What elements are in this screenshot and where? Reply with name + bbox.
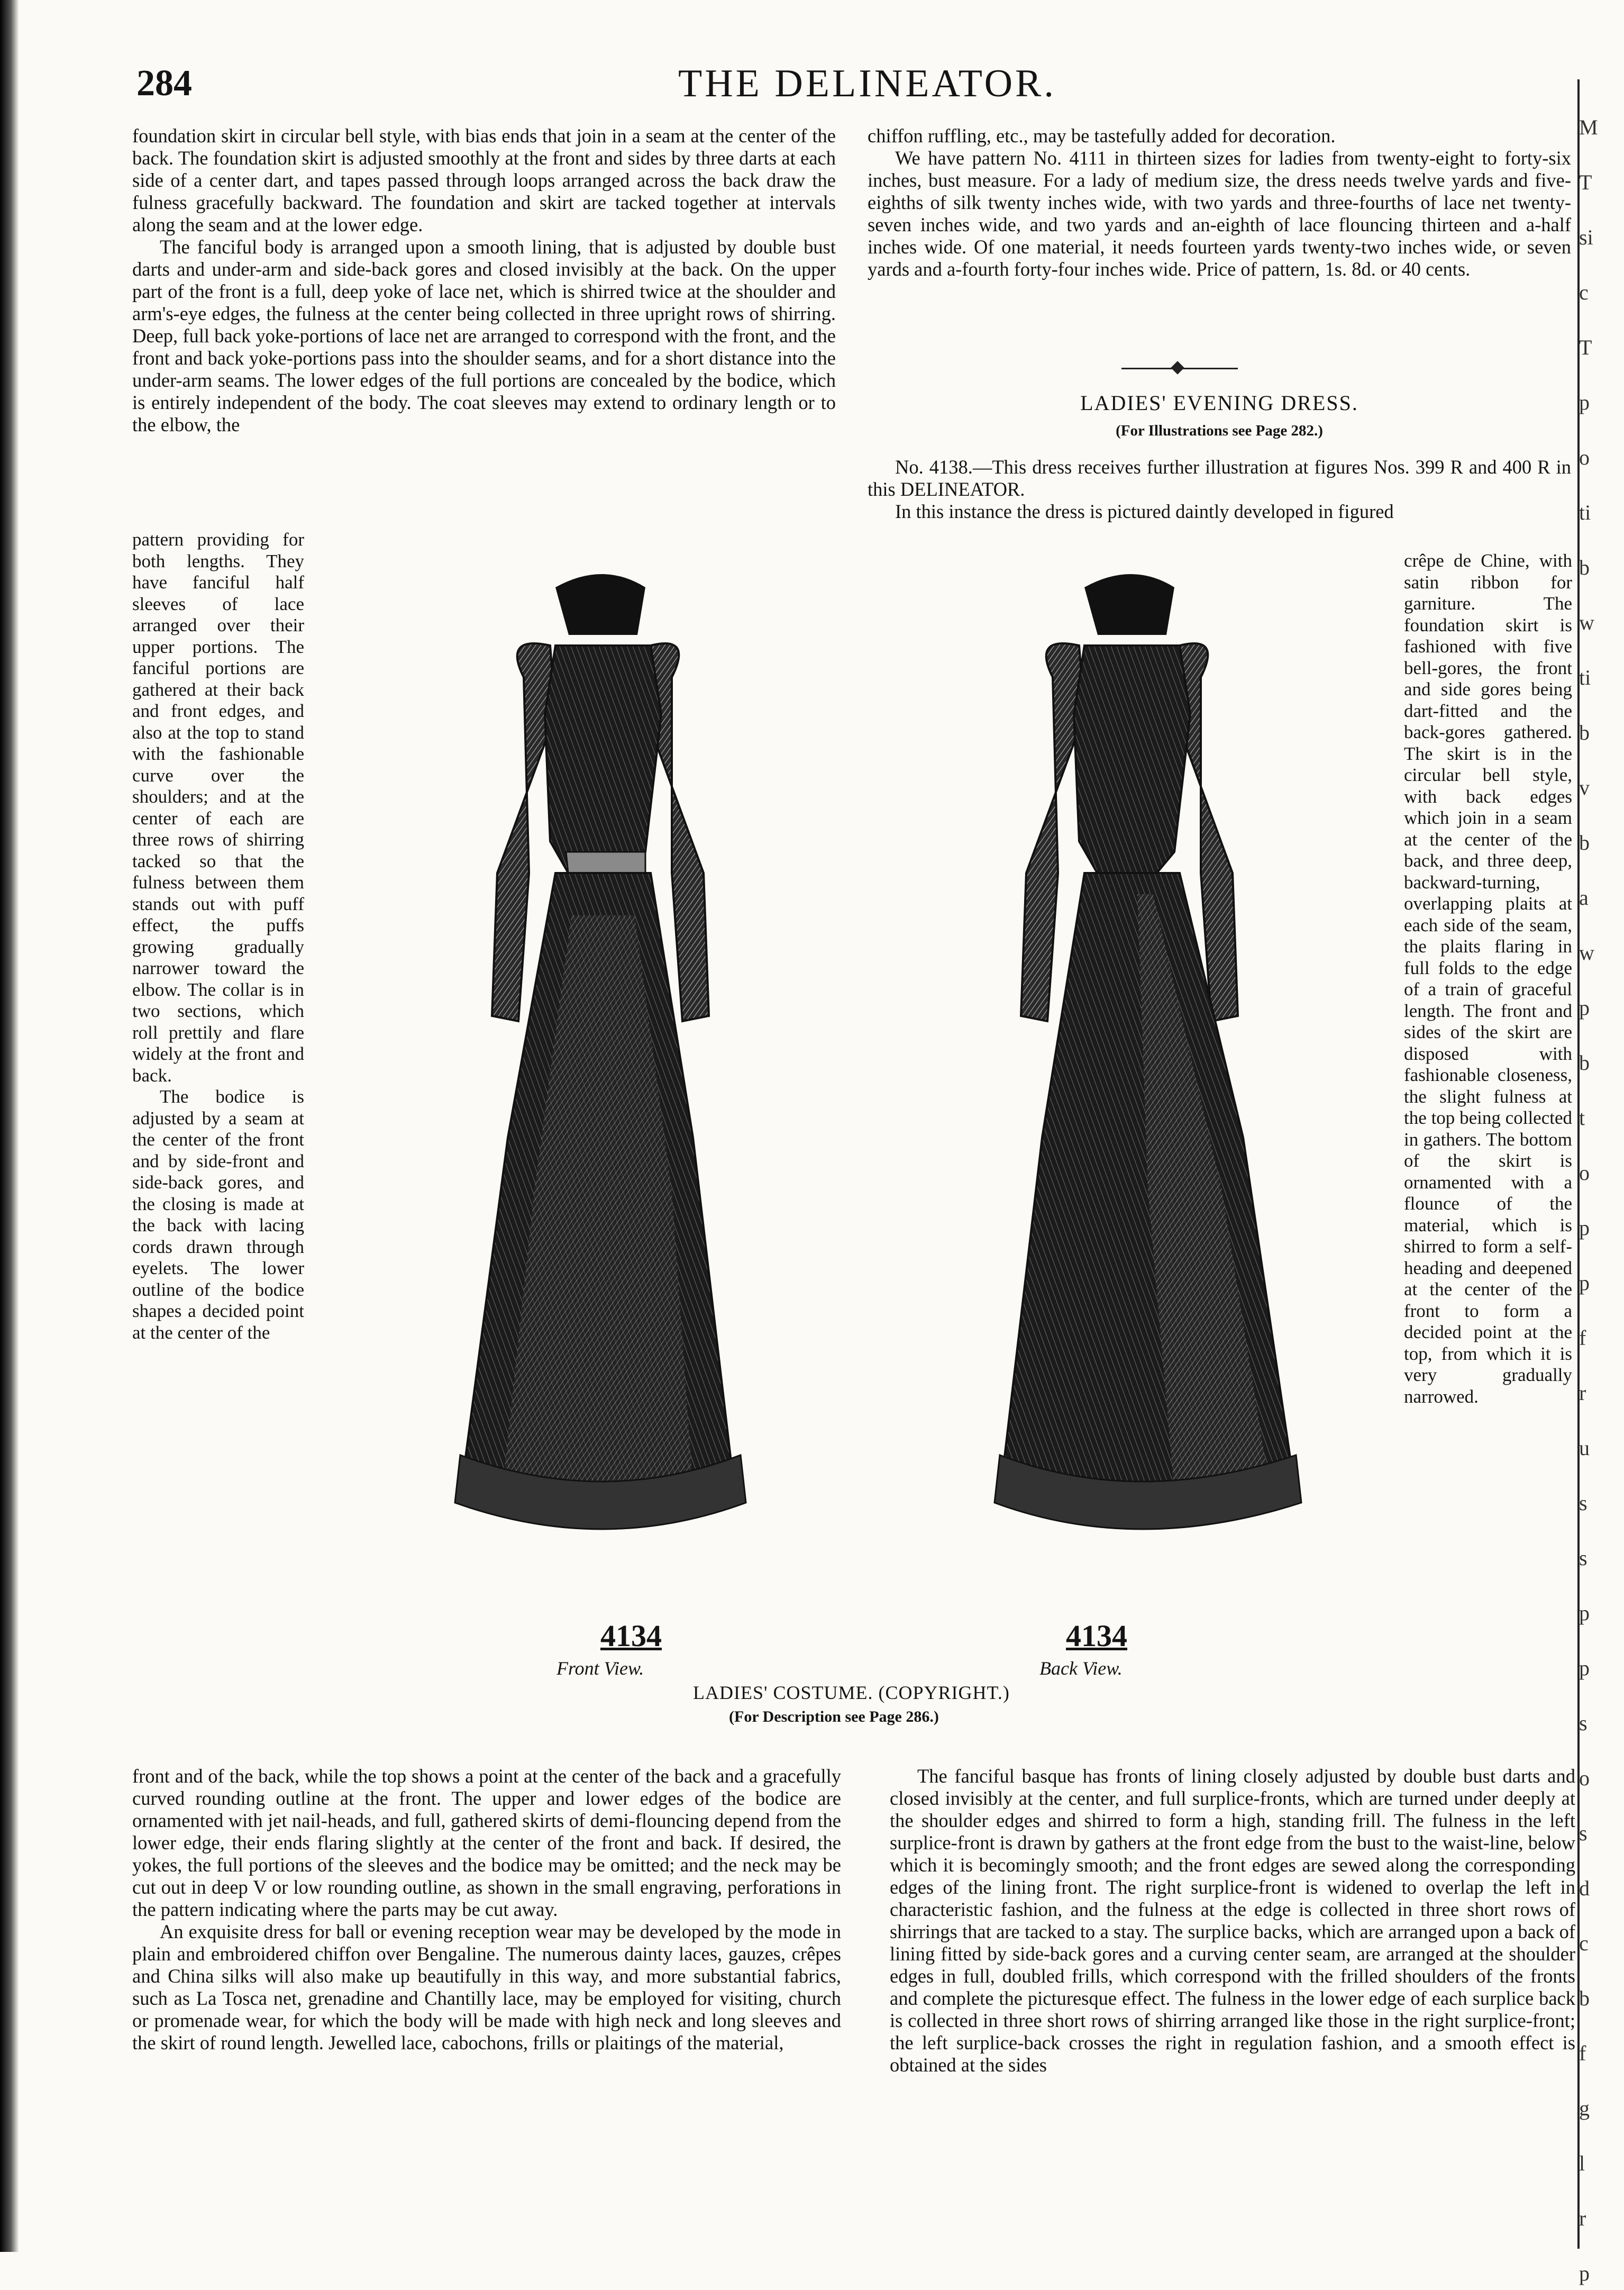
figure-label-front: Front View.	[556, 1658, 644, 1679]
edge-fragment: p	[1579, 996, 1590, 1020]
costume-illustration	[391, 556, 1397, 1609]
edge-fragment: s	[1579, 1546, 1587, 1570]
article-title: LADIES' EVENING DRESS.	[1080, 391, 1358, 415]
edge-fragment: w	[1579, 941, 1594, 965]
edge-fragment: v	[1579, 776, 1590, 799]
paragraph: foundation skirt in circular bell style, with bias ends that join in a seam at the center of the back. The foundation skirt is adjusted smoothly at the front and sides by three darts at each side of a center dart, and tapes passed through loops arranged across the back draw the fulness gracefully backward. The foundation and skirt are tacked together at intervals along the seam and at the lower edge.	[132, 125, 836, 235]
edge-fragment: l	[1579, 2151, 1585, 2175]
edge-fragment: si	[1579, 225, 1593, 249]
edge-fragment: o	[1579, 1766, 1590, 1790]
edge-fragment: p	[1579, 1271, 1590, 1295]
figure-description-reference: (For Description see Page 286.)	[729, 1708, 939, 1725]
left-narrow-column	[132, 529, 304, 1767]
edge-fragment: u	[1579, 1436, 1590, 1460]
edge-fragment: g	[1579, 2096, 1590, 2120]
edge-fragment: b	[1579, 1051, 1590, 1075]
edge-fragment: w	[1579, 611, 1594, 634]
edge-fragment: ti	[1579, 501, 1591, 524]
article-illustration-reference: (For Illustrations see Page 282.)	[1116, 422, 1323, 439]
edge-fragment: p	[1579, 390, 1590, 414]
edge-fragment: T	[1579, 170, 1592, 194]
right-column-top	[868, 125, 1571, 347]
edge-fragment: T	[1579, 335, 1592, 359]
edge-fragment: b	[1579, 1986, 1590, 2010]
paragraph: We have pattern No. 4111 in thirteen sizes for ladies from twenty-eight to forty-six inches, bust measure. For a lady of medium size, the dress needs twelve yards and five-eighths of silk twenty inches wide, with two yards and three-fourths of lace net twenty-seven inches wide, and two yards and an-eighth of lace flouncing thirteen and a-half inches wide. Of one material, it needs fourteen yards twenty-two inches wide, or seven yards and a-fourth forty-four inches wide. Price of pattern, 1s. 8d. or 40 cents.	[868, 147, 1571, 280]
page-number: 284	[136, 63, 192, 104]
figure-label-back: Back View.	[1039, 1658, 1123, 1679]
divider-diamond-ornament	[1171, 361, 1184, 374]
edge-fragment: f	[1579, 1326, 1586, 1350]
paragraph: The fanciful body is arranged upon a smooth lining, that is adjusted by double bust darts and under-arm and side-back gores and closed invisibly at the back. On the upper part of the front is a full, deep yoke of lace net, which is shirred twice at the shoulder and arm's-eye edges, the fulness at the center being collected in three upright rows of shirring. Deep, full back yoke-portions of lace net are arranged to correspond with the front, and the front and back yoke-portions pass into the shoulder seams, and for a short distance into the under-arm seams. The lower edges of the full portions are concealed by the bodice, which is entirely independent of the body. The coat sleeves may extend to ordinary length or to the elbow, the	[132, 236, 836, 435]
edge-fragment: s	[1579, 1491, 1587, 1515]
right-column-bottom	[890, 1765, 1575, 2178]
figure-number-back: 4134	[1066, 1619, 1127, 1653]
paragraph: In this instance the dress is pictured daintly developed in figured	[895, 501, 1394, 522]
edge-fragment: p	[1579, 2261, 1590, 2285]
edge-fragment: f	[1579, 2041, 1586, 2065]
adjacent-page-edge	[1579, 0, 1624, 2285]
edge-fragment: c	[1579, 1931, 1589, 1955]
paragraph: pattern providing for both lengths. They have fanciful half sleeves of lace arranged over their upper portions. The fanciful portions are gathered at their back and front edges, and also at the top to stand with the fashionable curve over the shoulders; and at the center of each are three rows of shirring tacked so that the fulness between them stands out with puff effect, the puffs growing gradually narrower toward the elbow. The collar is in two sections, which roll prettily and flare widely at the front and back.	[132, 529, 304, 1086]
edge-fragment: p	[1579, 1216, 1590, 1240]
paragraph: The fanciful basque has fronts of lining closely adjusted by double bust darts and closed invisibly at the center, and full surplice-fronts, which are turned under deeply at the shoulder edges and shirred to form a high, standing frill. The fulness in the left surplice-front is drawn by gathers at the front edge from the bust to the waist-line, below which it is becomingly smooth; and the front edges are sewed along the corresponding edges of the lining front. The right surplice-front is widened to overlap the left in characteristic fashion, and the fulness at the edge is collected in three short rows of shirrings that are tacked to a stay. The surplice backs, which are arranged upon a back of lining fitted by side-back gores and a curving center seam, are arranged at the shoulder edges in full, doubled frills, which correspond with the frilled shoulders of the fronts and complete the picturesque effect. The fulness in the lower edge of each surplice back is collected in three short rows of shirring arranged like those in the right surplice-front; the left surplice-back crosses the right in regulation fashion, and a smooth effect is obtained at the sides	[890, 1765, 1575, 2076]
paragraph: crêpe de Chine, with satin ribbon for garniture. The foundation skirt is fashioned with five bell-gores, the front and side gores being dart-fitted and the back-gores gathered. The skirt is in the circular bell style, with back edges which join in a seam at the center of the back, and three deep, backward-turning, overlapping plaits at each side of the seam, the plaits flaring in full folds to the edge of a train of graceful length. The front and sides of the skirt are disposed with fashionable closeness, the slight fulness at the top being collected in gathers. The bottom of the skirt is ornamented with a flounce of the material, which is shirred to form a self-heading and deepened at the center of the front to form a decided point at the top, from which it is very gradually narrowed.	[1404, 550, 1572, 1407]
edge-fragment: t	[1579, 1106, 1585, 1130]
edge-fragment: o	[1579, 1161, 1590, 1185]
front-view-engraving	[397, 556, 809, 1609]
edge-fragment: r	[1579, 2206, 1586, 2230]
edge-fragment: a	[1579, 886, 1589, 910]
binding-shadow	[0, 0, 19, 2252]
edge-fragment: c	[1579, 280, 1589, 304]
figure-number-front: 4134	[600, 1619, 662, 1653]
figure-caption: LADIES' COSTUME. (COPYRIGHT.)	[693, 1682, 1010, 1703]
edge-fragment: ti	[1579, 666, 1591, 689]
edge-fragment: o	[1579, 446, 1590, 469]
paragraph: chiffon ruffling, etc., may be tastefully added for decoration.	[868, 125, 1336, 147]
edge-fragment: b	[1579, 556, 1590, 579]
edge-fragment: b	[1579, 721, 1590, 744]
paragraph: No. 4138.—This dress receives further illustration at figures Nos. 399 R and 400 R in this DELINEATOR.	[868, 456, 1571, 500]
running-head: THE DELINEATOR.	[678, 62, 1056, 105]
edge-fragment: s	[1579, 1821, 1587, 1845]
edge-fragment: s	[1579, 1711, 1587, 1735]
edge-fragment: p	[1579, 1656, 1590, 1680]
paragraph: The bodice is adjusted by a seam at the center of the front and by side-front and side-back gores, and the closing is made at the back with lacing cords drawn through eyelets. The lower outline of the bodice shapes a decided point at the center of the	[132, 1086, 304, 1343]
edge-fragment: M	[1579, 115, 1598, 139]
edge-fragment: d	[1579, 1876, 1590, 1900]
paragraph: An exquisite dress for ball or evening reception wear may be developed by the mode in plain and embroidered chiffon over Bengaline. The numerous dainty laces, gauzes, crêpes and China silks will also make up beautifully in this way, and more substantial fabrics, such as La Tosca net, grenadine and Chantilly lace, may be employed for visiting, church or promenade wear, for which the body will be made with high neck and long sleeves and the skirt of round length. Jewelled lace, cabochons, frills or plaitings of the material,	[132, 1921, 841, 2053]
right-narrow-column	[1404, 550, 1572, 1767]
article-intro	[868, 456, 1571, 562]
edge-fragment: r	[1579, 1381, 1586, 1405]
edge-fragment: b	[1579, 831, 1590, 855]
edge-fragment: p	[1579, 1601, 1590, 1625]
left-column-bottom	[132, 1765, 841, 2167]
left-column-top	[132, 125, 836, 528]
back-view-engraving	[926, 556, 1338, 1609]
paragraph: front and of the back, while the top shows a point at the center of the back and a gracefully curved rounding outline at the front. The upper and lower edges of the bodice are ornamented with jet nail-heads, and full, gathered skirts of demi-flouncing depend from the lower edge, their ends flaring slightly at the center of the front and back. If desired, the yokes, the full portions of the sleeves and the bodice may be omitted; and the neck may be cut out in deep V or low rounding outline, as shown in the small engraving, perforations in the pattern indicating where the parts may be cut away.	[132, 1765, 841, 1920]
